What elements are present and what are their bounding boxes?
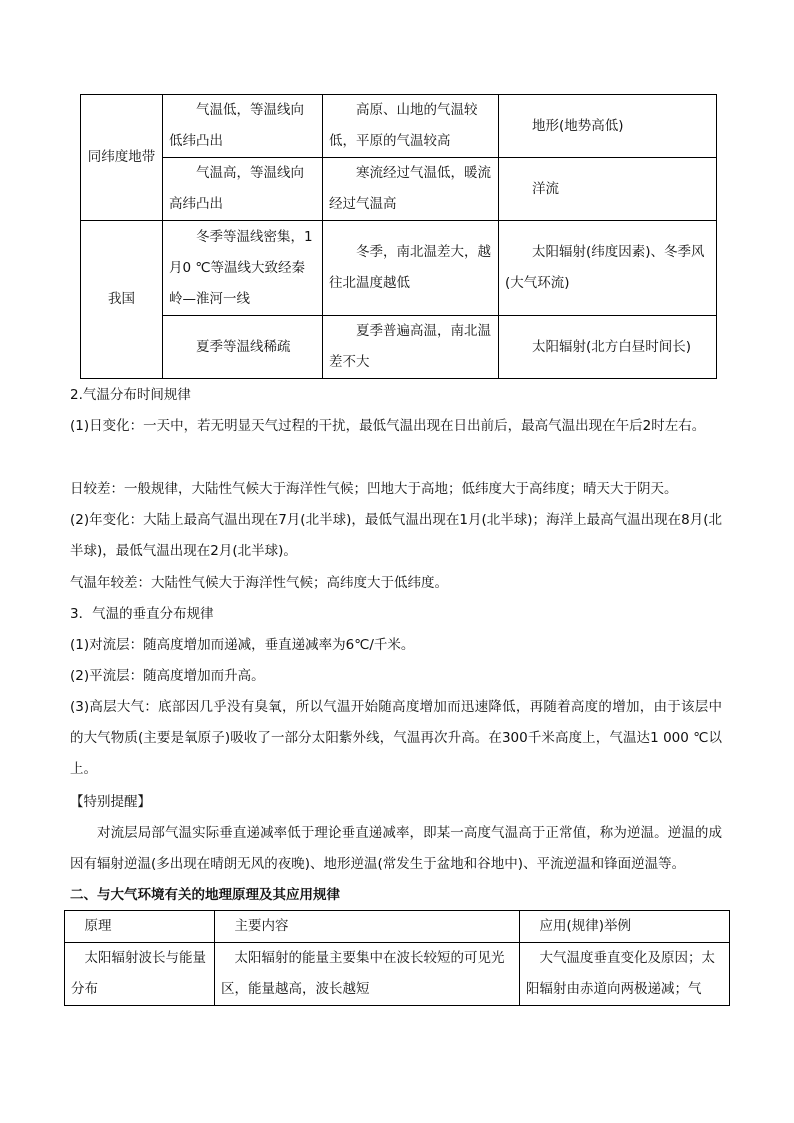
column-header: 主要内容 [215, 911, 520, 943]
temperature-distribution-table [80, 94, 717, 379]
note-heading: 【特别提醒】 [70, 794, 151, 810]
row-group-label: 我国 [81, 221, 163, 379]
paragraph: 日较差：一般规律，大陆性气候大于海洋性气候；凹地大于高地；低纬度大于高纬度；晴天大于阴天。 [70, 481, 678, 497]
table-row [81, 221, 717, 316]
table-row [65, 943, 730, 1006]
table-row [81, 316, 717, 379]
table-cell: 气温高，等温线向高纬凸出 [163, 158, 323, 221]
section-heading: 2.气温分布时间规律 [70, 387, 191, 403]
table-row [81, 158, 717, 221]
table-cell: 夏季普遍高温，南北温差不大 [323, 316, 499, 379]
table-cell: 夏季等温线稀疏 [163, 316, 323, 379]
table-cell: 高原、山地的气温较低，平原的气温较高 [323, 95, 499, 158]
row-group-label: 同纬度地带 [81, 95, 163, 221]
section-title: 二、与大气环境有关的地理原理及其应用规律 [70, 887, 340, 903]
atmosphere-principles-table [64, 910, 730, 1006]
table-cell: 气温低，等温线向低纬凸出 [163, 95, 323, 158]
paragraph: (2)平流层：随高度增加而升高。 [70, 668, 265, 684]
table-cell: 寒流经过气温低，暖流经过气温高 [323, 158, 499, 221]
table-cell: 太阳辐射波长与能量分布 [65, 943, 215, 1006]
table-cell: 太阳辐射(纬度因素)、冬季风(大气环流) [499, 221, 717, 316]
table-cell: 冬季等温线密集，1月0 ℃等温线大致经秦岭—淮河一线 [163, 221, 323, 316]
note-paragraph: 对流层局部气温实际垂直递减率低于理论垂直递减率，即某一高度气温高于正常值，称为逆温。逆温的成因有辐射逆温(多出现在晴朗无风的夜晚)、地形逆温(常发生于盆地和谷地中)、平流逆温和锋面逆温等。 [70, 825, 722, 872]
paragraph: 气温年较差：大陆性气候大于海洋性气候；高纬度大于低纬度。 [70, 575, 448, 591]
paragraph: (1)日变化：一天中，若无明显天气过程的干扰，最低气温出现在日出前后，最高气温出现在午后2时左右。 [70, 418, 706, 434]
table-cell: 太阳辐射的能量主要集中在波长较短的可见光区，能量越高，波长越短 [215, 943, 520, 1006]
table-cell: 地形(地势高低) [499, 95, 717, 158]
section-heading: 3．气温的垂直分布规律 [70, 606, 214, 622]
paragraph: (2)年变化：大陆上最高气温出现在7月(北半球)，最低气温出现在1月(北半球)；海洋上最高气温出现在8月(北半球)，最低气温出现在2月(北半球)。 [70, 512, 722, 559]
table-row [81, 95, 717, 158]
table-header-row [65, 911, 730, 943]
table-cell: 洋流 [499, 158, 717, 221]
table-cell: 太阳辐射(北方白昼时间长) [499, 316, 717, 379]
paragraph: (3)高层大气：底部因几乎没有臭氧，所以气温开始随高度增加而迅速降低，再随着高度的增加，由于该层中的大气物质(主要是氧原子)吸收了一部分太阳紫外线，气温再次升高。在300千米高度上，气温达1 000 ℃以上。 [70, 699, 722, 777]
paragraph: (1)对流层：随高度增加而递减，垂直递减率为6℃/千米。 [70, 637, 415, 653]
column-header: 原理 [65, 911, 215, 943]
table-cell: 大气温度垂直变化及原因；太阳辐射由赤道向两极递减；气 [520, 943, 730, 1006]
table-cell: 冬季，南北温差大，越往北温度越低 [323, 221, 499, 316]
column-header: 应用(规律)举例 [520, 911, 730, 943]
